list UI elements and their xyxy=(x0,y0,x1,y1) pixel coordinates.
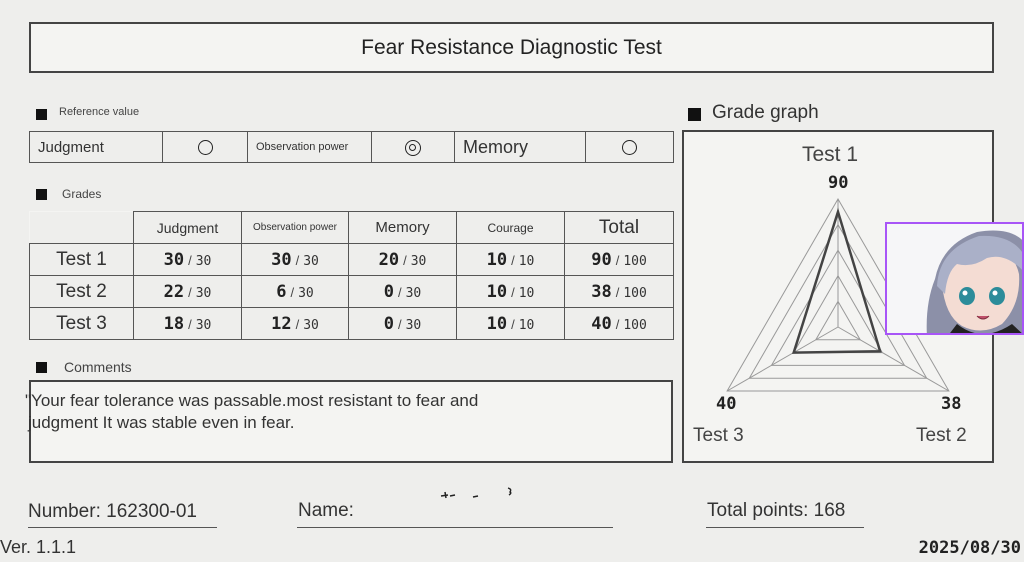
score-cell: 0 / 30 xyxy=(349,308,457,340)
score-max: 30 xyxy=(195,317,212,333)
grades-col-courage: Courage xyxy=(457,212,565,244)
score-max: 100 xyxy=(623,285,647,301)
reference-table xyxy=(29,131,674,163)
score-cell: 18 / 30 xyxy=(134,308,242,340)
character-portrait[interactable] xyxy=(885,222,1024,335)
graph-heading: Grade graph xyxy=(712,102,819,123)
table-row xyxy=(30,308,674,340)
test1-label: Test 1 xyxy=(802,143,859,166)
score-max: 30 xyxy=(303,317,319,333)
score-max: 30 xyxy=(195,285,212,301)
test1-value: 90 xyxy=(828,173,849,193)
comments-line-2: judgment It was stable even in fear. xyxy=(28,413,295,432)
circle-icon xyxy=(198,140,213,155)
score-cell: 40 / 100 xyxy=(565,308,674,340)
number-underline xyxy=(28,527,217,528)
score-max: 30 xyxy=(405,317,422,333)
score-max: 10 xyxy=(518,285,535,301)
row-label: Test 1 xyxy=(30,244,134,276)
signature-scribble xyxy=(438,484,518,504)
grades-col-observation: Observation power xyxy=(242,212,349,244)
score-max: 30 xyxy=(405,285,422,301)
score-value: 90 xyxy=(591,249,612,270)
score-value: 0 xyxy=(383,313,394,334)
reference-judgment-mark xyxy=(163,132,248,163)
score-max: 100 xyxy=(623,253,647,269)
grades-col-total: Total xyxy=(565,212,674,244)
score-max: 10 xyxy=(518,253,535,269)
radar-axis-line xyxy=(727,327,838,391)
grades-corner xyxy=(30,212,134,244)
score-value: 18 xyxy=(163,313,185,334)
graph-bullet-icon xyxy=(688,108,701,121)
score-value: 10 xyxy=(486,249,508,270)
test3-label: Test 3 xyxy=(693,425,744,446)
reference-heading: Reference value xyxy=(59,106,140,118)
grades-heading: Grades xyxy=(62,187,102,201)
grades-col-judgment: Judgment xyxy=(134,212,242,244)
grades-table xyxy=(29,211,674,340)
score-cell: 20 / 30 xyxy=(349,244,457,276)
reference-memory-mark xyxy=(586,132,674,163)
score-value: 22 xyxy=(163,281,185,302)
score-value: 30 xyxy=(163,249,185,270)
test3-value: 40 xyxy=(716,394,737,414)
table-row xyxy=(30,244,674,276)
test2-value: 38 xyxy=(941,394,962,414)
score-max: 10 xyxy=(518,317,535,333)
score-max: 30 xyxy=(195,253,212,269)
reference-observation-mark xyxy=(372,132,455,163)
score-max: 30 xyxy=(298,285,314,301)
score-value: 30 xyxy=(271,249,292,270)
radar-axis-line xyxy=(838,327,949,391)
avatar-icon xyxy=(887,224,1024,335)
table-row xyxy=(30,276,674,308)
score-cell: 22 / 30 xyxy=(134,276,242,308)
score-value: 10 xyxy=(486,281,508,302)
score-value: 6 xyxy=(276,281,287,302)
double-circle-icon xyxy=(405,140,421,156)
reference-judgment-label: Judgment xyxy=(30,132,163,163)
score-value: 38 xyxy=(591,281,612,302)
score-cell: 90 / 100 xyxy=(565,244,674,276)
page-title: Fear Resistance Diagnostic Test xyxy=(361,35,662,59)
score-cell: 30 / 30 xyxy=(134,244,242,276)
score-cell: 10 / 10 xyxy=(457,308,565,340)
score-cell: 10 / 10 xyxy=(457,276,565,308)
comments-line-1: "Your fear tolerance was passable.most resistant to fear and xyxy=(25,391,479,410)
score-value: 10 xyxy=(486,313,508,334)
circle-icon xyxy=(622,140,637,155)
version-label: Ver. 1.1.1 xyxy=(0,537,77,557)
date-label: 2025/08/30 xyxy=(918,538,1021,558)
score-max: 30 xyxy=(410,253,427,269)
score-value: 20 xyxy=(378,249,400,270)
score-cell: 30 / 30 xyxy=(242,244,349,276)
total-underline xyxy=(706,527,864,528)
score-max: 30 xyxy=(303,253,319,269)
score-max: 100 xyxy=(623,317,647,333)
score-cell: 12 / 30 xyxy=(242,308,349,340)
row-label: Test 3 xyxy=(30,308,134,340)
name-underline xyxy=(297,527,613,528)
name-field-label: Name: xyxy=(298,500,354,521)
reference-observation-label: Observation power xyxy=(248,132,372,163)
title-box xyxy=(29,22,994,73)
score-value: 12 xyxy=(271,313,292,334)
grades-col-memory: Memory xyxy=(349,212,457,244)
score-cell: 10 / 10 xyxy=(457,244,565,276)
score-cell: 6 / 30 xyxy=(242,276,349,308)
row-label: Test 2 xyxy=(30,276,134,308)
comments-bullet-icon xyxy=(36,362,47,373)
grades-bullet-icon xyxy=(36,189,47,200)
test2-label: Test 2 xyxy=(916,425,967,446)
reference-memory-label: Memory xyxy=(455,132,586,163)
reference-bullet-icon xyxy=(36,109,47,120)
radar-series xyxy=(794,212,880,353)
score-cell: 38 / 100 xyxy=(565,276,674,308)
total-points: Total points: 168 xyxy=(707,500,846,521)
number-field: Number: 162300-01 xyxy=(28,501,197,522)
score-cell: 0 / 30 xyxy=(349,276,457,308)
score-value: 40 xyxy=(591,313,612,334)
score-value: 0 xyxy=(383,281,394,302)
comments-heading: Comments xyxy=(64,359,132,375)
